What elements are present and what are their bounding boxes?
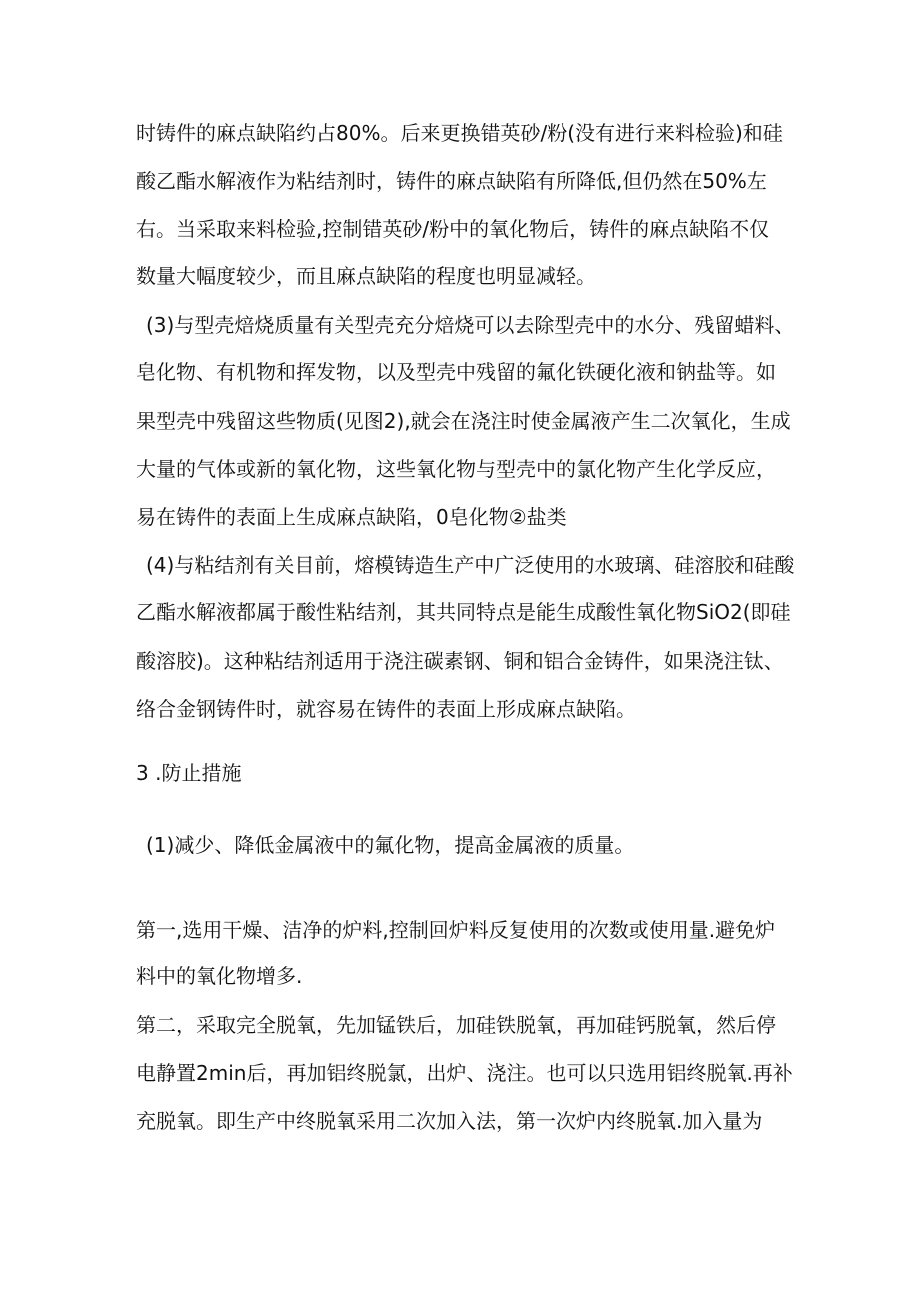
paragraph-line: 充脱氧。即生产中终脱氧采用二次加入法，第一次炉内终脱氧.加入量为 bbox=[136, 1109, 763, 1133]
paragraph-line: 右。当采取来料检验,控制错英砂/粉中的氧化物后，铸件的麻点缺陷不仅 bbox=[136, 217, 770, 241]
paragraph-line: 易在铸件的表面上生成麻点缺陷，0皂化物②盐类 bbox=[136, 505, 567, 529]
paragraph-line: 果型壳中残留这些物质(见图2),就会在浇注时使金属液产生二次氧化，生成 bbox=[136, 409, 791, 433]
paragraph-line: 数量大幅度较少，而且麻点缺陷的程度也明显减轻。 bbox=[136, 264, 596, 288]
paragraph-line: 第二，采取完全脱氧，先加锰铁后，加硅铁脱氧，再加硅钙脱氧，然后停 bbox=[136, 1013, 776, 1037]
paragraph-line: 料中的氧化物增多. bbox=[136, 964, 303, 988]
paragraph-line: 电静置2min后，再加铝终脱氯，出炉、浇注。也可以只选用铝终脱氧.再补 bbox=[136, 1061, 793, 1085]
paragraph-line: 皂化物、有机物和挥发物，以及型壳中残留的氟化铁硬化液和钠盐等。如 bbox=[136, 360, 776, 384]
paragraph-line: 酸乙酯水解液作为粘结剂时，铸件的麻点缺陷有所降低,但仍然在50%左 bbox=[136, 169, 767, 193]
paragraph-line: 大量的气体或新的氧化物，这些氧化物与型壳中的氯化物产生化学反应， bbox=[136, 457, 776, 481]
paragraph-line: (4)与粘结剂有关目前，熔模铸造生产中广泛使用的水玻璃、硅溶胶和硅酸 bbox=[146, 553, 795, 577]
paragraph-line: 酸溶胶)。这种粘结剂适用于浇注碳素钢、铜和铝合金铸件，如果浇注钛、 bbox=[136, 649, 784, 673]
paragraph-line: (3)与型壳焙烧质量有关型壳充分焙烧可以去除型壳中的水分、残留蜡料、 bbox=[146, 313, 795, 337]
paragraph-line: 时铸件的麻点缺陷约占80%。后来更换错英砂/粉(没有进行来料检验)和硅 bbox=[136, 121, 783, 145]
paragraph-line: 络合金钢铸件时，就容易在铸件的表面上形成麻点缺陷。 bbox=[136, 697, 636, 721]
paragraph-line: 第一,选用干燥、洁净的炉料,控制回炉料反复使用的次数或使用量.避免炉 bbox=[136, 918, 776, 942]
paragraph-line: 乙酯水解液都属于酸性粘结剂，其共同特点是能生成酸性氧化物SiO2(即硅 bbox=[136, 600, 791, 624]
section-heading: 3 .防止措施 bbox=[136, 761, 242, 785]
paragraph-line: (1)减少、降低金属液中的氟化物，提高金属液的质量。 bbox=[146, 833, 635, 857]
